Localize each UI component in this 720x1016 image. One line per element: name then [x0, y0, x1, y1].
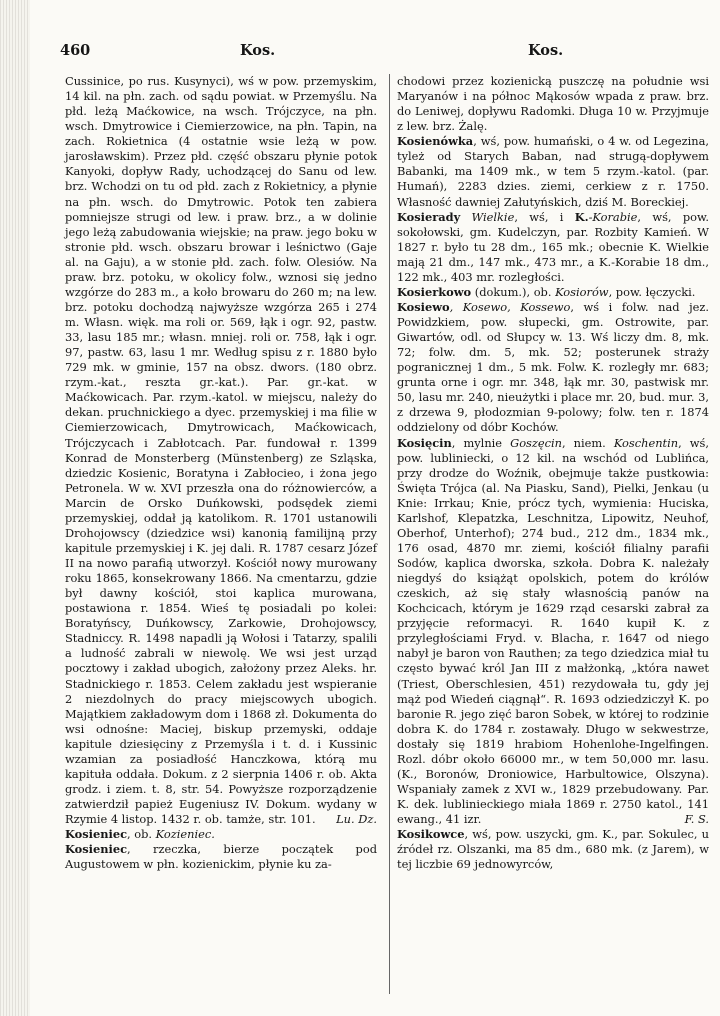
entry: [397, 210, 709, 285]
entry-text: chodowi przez kozienicką puszczę na południe wsi Maryanów i na północ Mąkosów wpada z praw. brz. do Leniwej, dopływu Radomki. Długa 10 w. Przyjmuje z lew. brz. Żalę.: [397, 74, 709, 134]
cross-reference: Kozieniec.: [155, 827, 215, 842]
cross-reference: Kosiorów: [555, 284, 609, 299]
scan-binding-edge: [0, 0, 30, 1016]
entry-text: , wś, i: [514, 209, 575, 224]
entry-text: , wś, pow. lubliniecki, o 12 kil. na wschód od Lublińca, przy drodze do Woźnik, obejmuje także pustkowia: Święta Trójca (al. Na Piasku, Sand), Pielki, Jenkau (u Knie: Irrkau; Knie, prócz tych, wymienia: Huciska, Karlshof, Klepatzka, Leschnitza, Lipowitz, Neuhof, Oberhof, Unterhof); 274 bud., 212 dm., 1834 mk., 176 osad, 4870 mr. ziemi, kościół filialny parafii Sodów, kaplica dworska, szkoła. Dobra K. należały niegdyś do książąt opolskich, potem do królów czeskich, aż się stały własnością panów na Kochcicach, którym je 1629 rząd cesarski zabrał za przyjęcie reformacyi. R. 1640 kupił K. z przyległościami Fryd. v. Blacha, r. 1647 od niego nabył je baron von Rauthen; za tego dziedzica miał tu często bywać król Jan III z małżonką, „która nawet (Triest, Oberschlesien, 451) rezydowała tu, gdy jej mąż pod Wiedeń ciągnął“. R. 1693 odziedziczył K. po baronie R. jego zięć baron Sobek, w której to rodzinie dobra K. do 1784 r. zostawały. Długo w sekwestrze, dostały się 1819 hrabiom Hohenlohe-Ingelfingen. Rozl. dóbr około 66000 mr., w tem 50,000 mr. lasu. (K., Boronów, Droniowice, Harbultowice, Olszyna). Wspaniały zamek z XVI w., 1829 przebudowany. Par. K. dek. lublinieckiego miała 1869 r. 2750 katol., 141 ewang., 41 izr.: [397, 435, 709, 827]
entry: [65, 827, 377, 842]
entry: [397, 827, 709, 872]
entry-text: , rzeczka, bierze początek pod Augustowem w płn. kozienickim, płynie ku za-: [65, 842, 377, 872]
headword: Kosierady: [397, 209, 461, 224]
entry-text: , wś, pow. uszycki, gm. K., par. Sokulec, u źródeł rz. Olszanki, ma 85 dm., 680 mk. (z Jarem), w tej liczbie 69 jednowyrców,: [397, 827, 709, 872]
entry-text: , pow. łęczycki.: [608, 284, 696, 299]
headword: Kosikowce: [397, 827, 465, 842]
right-column: [397, 74, 709, 872]
variant-name: -Korabie: [588, 209, 638, 224]
entry-text: , niem.: [562, 435, 614, 450]
entry: [397, 285, 709, 300]
headword: Kosierkowo: [397, 284, 472, 299]
author-signature: F. S.: [684, 812, 709, 827]
running-head-left: Kos.: [240, 42, 276, 59]
entry-text: , wś, pow. humański, o 4 w. od Legezina, tyleż od Starych Baban, nad strugą-dopływem Babanki, ma 1409 mk., w tem 5 rzym.-katol. (par. Humań), 2283 dzies. ziemi, cerkiew z r. 1750. Własność dawniej Załutyńskich, dziś M. Boreckiej.: [397, 134, 709, 209]
headword: Kosięcin: [397, 435, 452, 450]
left-column: [65, 74, 377, 872]
entry-text: , mylnie: [451, 435, 511, 450]
column-divider: [389, 74, 390, 994]
headword: Kosieniec: [65, 842, 128, 857]
variant-name: Koschentin: [613, 435, 679, 450]
headword: Kosiewo: [397, 299, 450, 314]
entry-continued: [65, 74, 377, 827]
variant-name: , Kosewo, Kossewo: [449, 299, 571, 314]
author-signature: Lu. Dz.: [336, 812, 377, 827]
entry: [397, 134, 709, 209]
headword-abbrev: K.: [574, 209, 589, 224]
entry-text: Cussinice, po rus. Kusynyci), wś w pow. przemyskim, 14 kil. na płn. zach. od sądu powiat. w Przemyślu. Na płd. leżą Maćkowice, na wsch. Trójczyce, na płn. wsch. Dmytrowice i Ciemierzowice, na płn. Tapin, na zach. Rokietnica (4 ostatnie wsie leżą w pow. jarosławskim). Przez płd. część obszaru płynie potok Kanyoki, dopływ Rady, uchodzącej do Sanu od lew. brz. Wchodzi on tu od płd. zach z Rokietnicy, a płynie na płn. wsch. do Dmytrowic. Potok ten zabiera pomniejsze strugi od lew. i praw. brz., a w dolinie jego leżą zabudowania wiejskie; na praw. jego boku w stronie płd. wsch. obszaru browar i leśnictwo (Gaje al. na Gaju), a w stonie płd. zach. folw. Olesiów. Na praw. brz. potoku, w okolicy folw., wznosi się jedno wzgórze do 283 m., a koło browaru do 260 m; na lew. brz. potoku dochodzą najwyższe wzgórza 265 i 274 m. Własn. więk. ma roli or. 569, łąk i ogr. 92, pastw. 33, lasu 185 mr.; własn. mniej. roli or. 758, łąk i ogr. 97, pastw. 63, lasu 1 mr. Według spisu z r. 1880 było 729 mk. w gminie, 157 na obsz. dwors. (180 obrz. rzym.-kat., reszta gr.-kat.). Par. gr.-kat. w Maćkowicach. Par. rzym.-katol. w miejscu, należy do dekan. pruchnickiego a dyec. przemyskiej i ma filie w Ciemierzowicach, Dmytrowicach, Maćkowicach, Trójczycach i Zabłotcach. Par. fundował r. 1399 Konrad de Monsterberg (Münstenberg) ze Szląska, dziedzic Kosienic, Boratyna i Zabłocieo, i żona jego Petronela. W w. XVI przeszła ona do różnowierców, a Marcin de Orsko Duńkowski, podsędek ziemi przemyskiej, oddał ją katolikom. R. 1701 ustanowili Drohojowscy (dziedzice wsi) kanonią familijną przy kapitule przemyskiej i K. jej dali. R. 1787 cesarz Józef II na nowo parafią utworzył. Kościół nowy murowany roku 1865, konsekrowany 1866. Na cmentarzu, gdzie był dawny kościół, stoi kaplica murowana, postawiona r. 1854. Wieś tę posiadali po kolei: Boratyńscy, Duńkowscy, Zarkowie, Drohojowscy, Stadniccy. R. 1498 napadli ją Wołosi i Tatarzy, spalili a ludność zabrali w niewolę. We wsi jest urząd pocztowy i zakład ubogich, założony przez Aleks. hr. Stadnickiego r. 1853. Celem zakładu jest wspieranie 2 niezdolnych do pracy miejscowych ubogich. Majątkiem zakładowym dom i 1868 zł. Dokumenta do wsi odnośne: Maciej, biskup przemyski, oddaje kapitule dziesięciny z Przemyśla i t. d. i Kussinic wzamian za posiadłość Hanczkowa, którą mu kapituła oddała. Dokum. z 2 sierpnia 1406 r. ob. Akta grodz. i ziem. t. 8, str. 54. Powyższe rozporządzenie zatwierdził papież Eugeniusz IV. Dokum. wydany w Rzymie 4 listop. 1432 r. ob. tamże, str. 101.: [65, 74, 377, 827]
headword: Kosienówka: [397, 134, 474, 149]
entry-text: , wś i folw. nad jez. Powidzkiem, pow. słupecki, gm. Ostrowite, par. Giwartów, odl. od Słupcy w. 13. Wś liczy dm. 8, mk. 72; folw. dm. 5, mk. 52; posterunek straży pogranicznej 1 dm., 5 mk. Folw. K. rozległy mr. 683; grunta orne i ogr. mr. 348, łąk mr. 30, pastwisk mr. 50, lasu mr. 240, nieużytki i place mr. 20, bud. mur. 3, z drzewa 9, płodozmian 9-polowy; folw. ten r. 1874 oddzielony od dóbr Kochów.: [397, 299, 709, 435]
running-head-right: Kos.: [528, 42, 564, 59]
entry: [65, 842, 377, 872]
entry-continued: [397, 74, 709, 134]
entry-text: , wś, pow. sokołowski, gm. Kudelczyn, par. Rozbity Kamień. W 1827 r. było tu 28 dm., 165 mk.; obecnie K. Wielkie mają 21 dm., 147 mk., 473 mr., a K.-Korabie 18 dm., 122 mk., 403 mr. rozległości.: [397, 209, 710, 284]
variant-name: Wielkie: [460, 209, 515, 224]
entry: [397, 300, 709, 436]
headword: Kosieniec: [65, 827, 128, 842]
variant-name: Goszęcin: [510, 435, 562, 450]
entry: [397, 436, 709, 828]
entry-text: , ob.: [127, 827, 156, 842]
entry-text: (dokum.), ob.: [471, 284, 556, 299]
page-number: 460: [60, 42, 91, 59]
